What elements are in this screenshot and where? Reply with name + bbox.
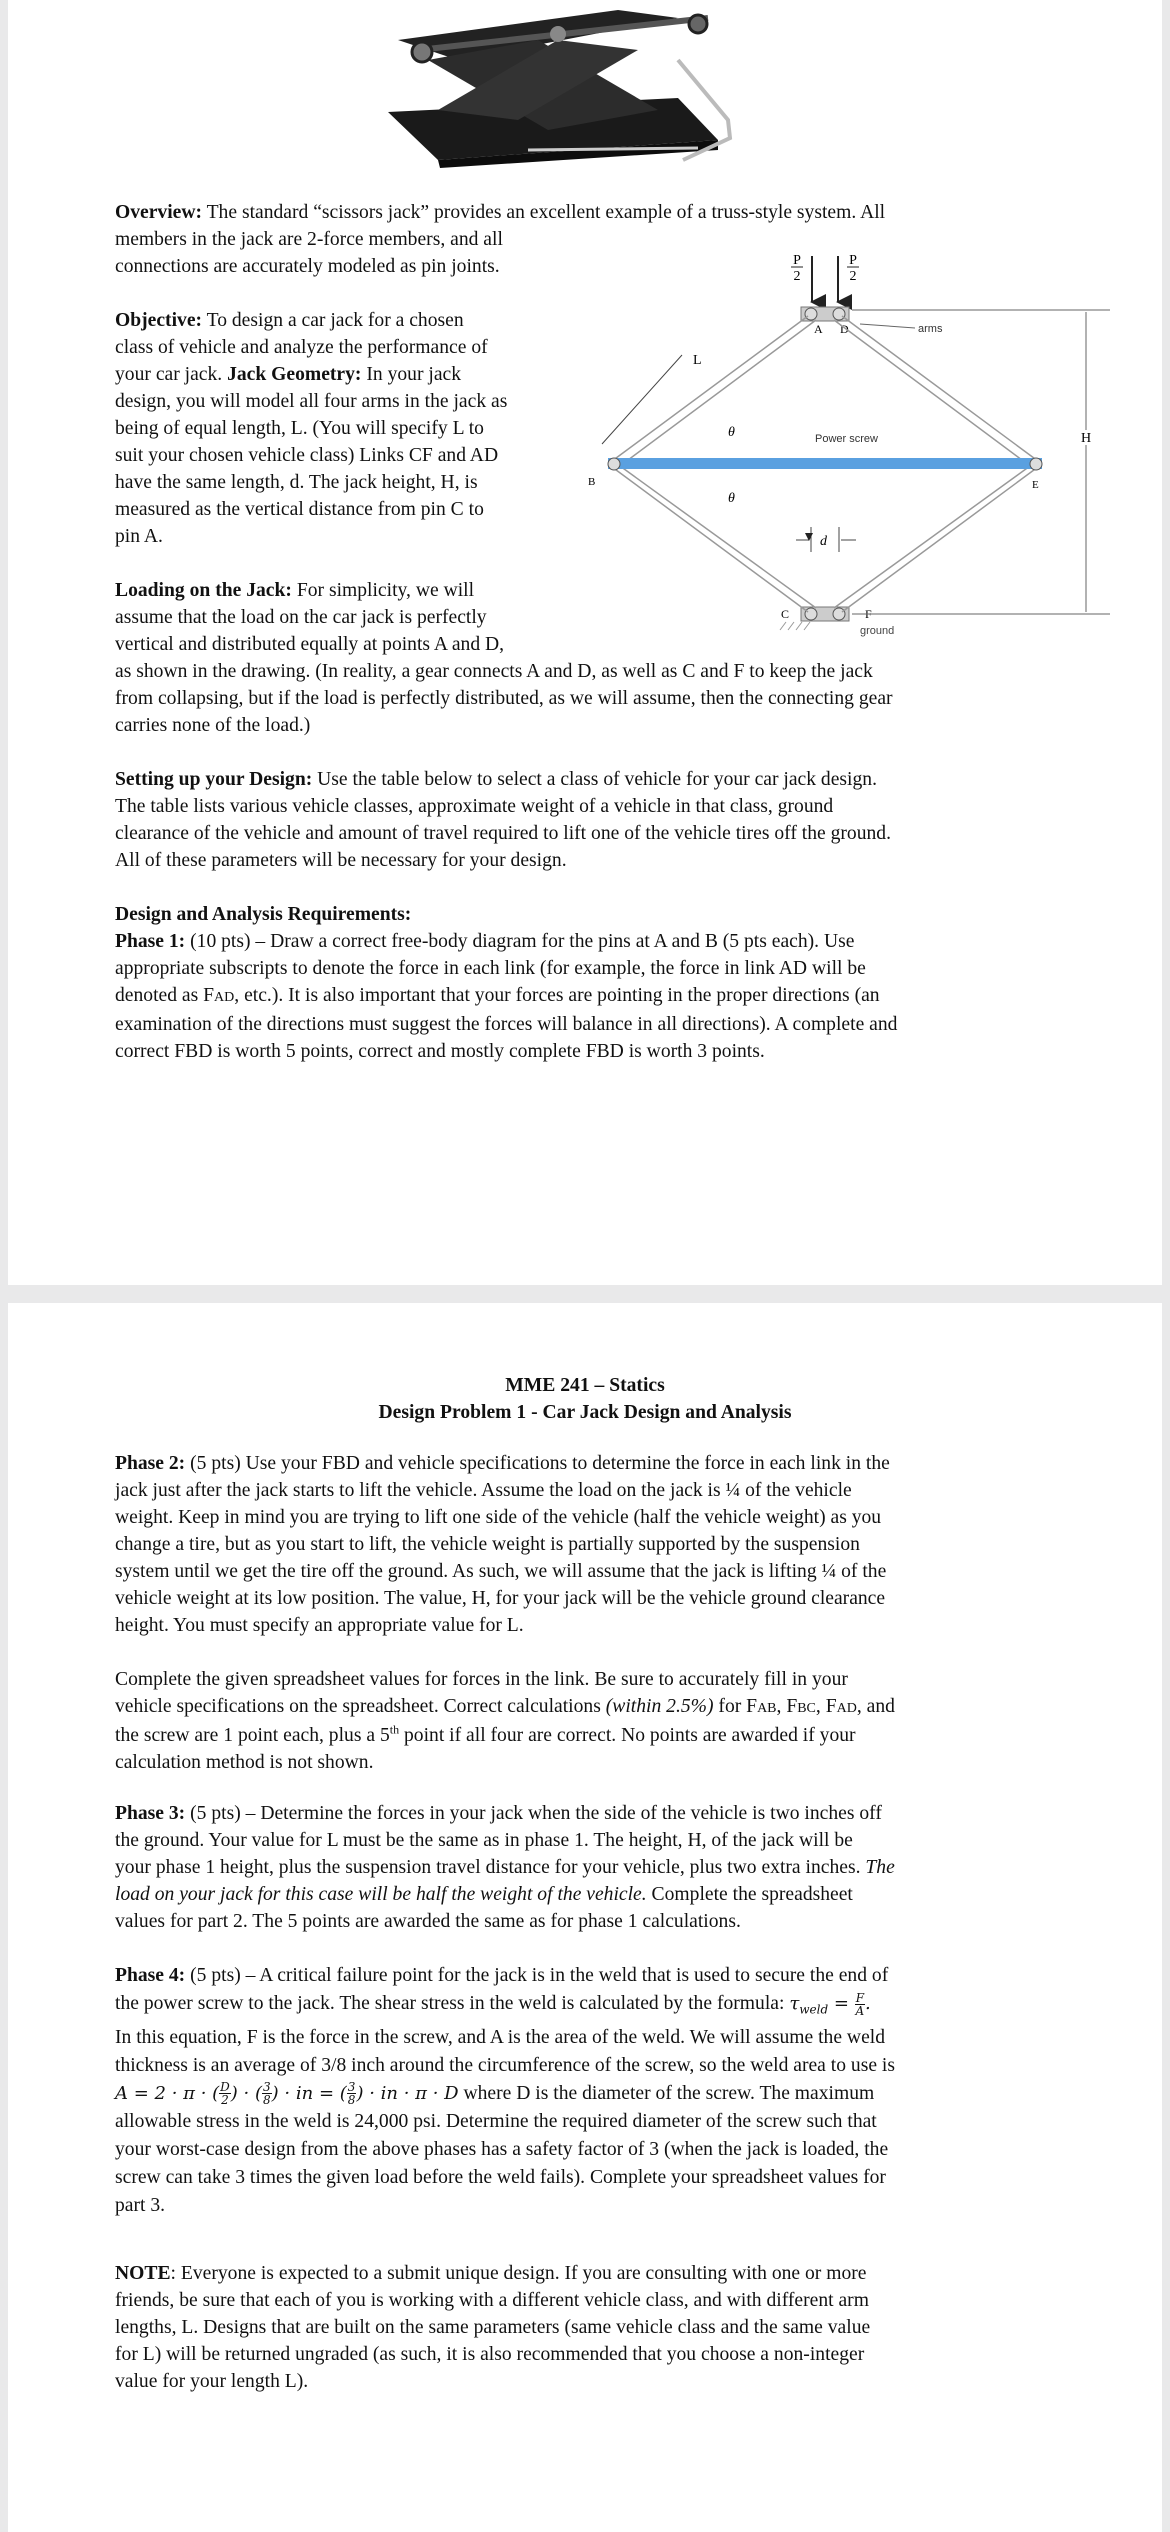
loading-line: assume that the load on the car jack is perfectly bbox=[115, 607, 487, 628]
dot-operator: · bbox=[237, 2082, 255, 2104]
phase4-line: In this equation, F is the force in the screw, and A is the area of the weld. We will assume the weld bbox=[115, 2026, 886, 2048]
overview-text-1: The standard “scissors jack” provides an excellent example of a truss-style system. All bbox=[202, 202, 886, 223]
phase2-line: weight. Keep in mind you are trying to lift one side of the vehicle (half the vehicle weight) as you bbox=[115, 1507, 882, 1528]
course-title: MME 241 – Statics bbox=[505, 1375, 665, 1396]
pin-b-label: B bbox=[588, 476, 596, 488]
load-label-left-den: 2 bbox=[793, 269, 801, 284]
tau-symbol: τ bbox=[789, 1993, 800, 2014]
load-label-left-num: P bbox=[793, 253, 801, 268]
document-page-1 bbox=[8, 0, 1162, 1285]
area-expression: A = 2 · π · bbox=[115, 2082, 213, 2104]
problem-title: Design Problem 1 - Car Jack Design and Analysis bbox=[378, 1402, 792, 1423]
pin-a-label: A bbox=[814, 322, 823, 336]
phase3-line: (5 pts) – Determine the forces in your jack when the side of the vehicle is two inches off bbox=[185, 1803, 882, 1824]
setup-line: clearance of the vehicle and amount of travel required to lift one of the vehicle tires off the ground. bbox=[115, 823, 892, 844]
dot-operator: · bbox=[278, 2082, 296, 2104]
objective-heading: Objective: bbox=[115, 310, 203, 331]
three-eighths-fraction bbox=[262, 2081, 272, 2106]
phase3-paragraph bbox=[115, 1800, 895, 1935]
spreadsheet-paragraph bbox=[115, 1666, 895, 1776]
phase1-line: denoted as F bbox=[115, 985, 215, 1006]
force-letter: F bbox=[786, 1696, 798, 1717]
height-label: H bbox=[1081, 431, 1092, 446]
fraction-numerator: 3 bbox=[263, 2080, 271, 2095]
jack-geometry-line: suit your chosen vehicle class) Links CF and AD bbox=[115, 445, 499, 466]
phase2-line: change a tire, but as you start to lift, the vehicle weight is partially supported by the suspension bbox=[115, 1534, 860, 1555]
pin-d-label: D bbox=[840, 322, 849, 336]
jack-geometry-line: have the same length, d. The jack height, H, is bbox=[115, 472, 478, 493]
length-label: L bbox=[693, 353, 702, 368]
phase2-line: vehicle weight at its low position. The value, H, for your jack will be the vehicle ground clearance bbox=[115, 1588, 886, 1609]
f-over-a-fraction bbox=[855, 1992, 865, 2017]
jack-geometry-line: pin A. bbox=[115, 526, 163, 547]
spreadsheet-line: point if all four are correct. No points are awarded if your bbox=[399, 1725, 856, 1746]
phase4-line: where D is the diameter of the screw. The maximum bbox=[458, 2082, 875, 2104]
phase2-line: height. You must specify an appropriate value for L. bbox=[115, 1615, 524, 1636]
objective-line: To design a car jack for a chosen bbox=[202, 310, 464, 331]
phase4-line: (5 pts) – A critical failure point for the jack is in the weld that is used to secure the end of bbox=[185, 1965, 889, 1986]
phase4-line: your worst-case design from the above phases has a safety factor of 3 (when the jack is loaded, the bbox=[115, 2138, 889, 2160]
pin-f-label: F bbox=[865, 607, 872, 621]
shear-stress-formula bbox=[789, 1990, 871, 2018]
three-eighths-fraction bbox=[347, 2081, 357, 2106]
objective-paragraph bbox=[115, 307, 507, 550]
ordinal-suffix: th bbox=[389, 1722, 400, 1737]
fraction-numerator: 3 bbox=[347, 2080, 356, 2095]
pin-e-label: E bbox=[1032, 479, 1039, 491]
ground-label: ground bbox=[860, 625, 895, 637]
fraction-numerator: F bbox=[855, 1990, 865, 2005]
theta-upper-label: θ bbox=[728, 425, 735, 440]
phase2-heading: Phase 2: bbox=[115, 1453, 186, 1474]
subscript-ad: AD bbox=[214, 990, 235, 1005]
jack-geometry-line: measured as the vertical distance from pin C to bbox=[115, 499, 484, 520]
loading-line: as shown in the drawing. (In reality, a gear connects A and D, as well as C and F to keep the jack bbox=[115, 661, 873, 682]
jack-geometry-line: being of equal length, L. (You will specify L to bbox=[115, 418, 484, 439]
phase4-heading: Phase 4: bbox=[115, 1965, 186, 1986]
phase4-paragraph bbox=[115, 1962, 895, 2220]
setup-paragraph bbox=[115, 766, 891, 874]
note-line: friends, be sure that each of you is working with a different vehicle class, and with different arm bbox=[115, 2290, 869, 2311]
equals-sign: = bbox=[313, 2082, 340, 2104]
theta-lower-label: θ bbox=[728, 491, 735, 506]
weld-area-formula bbox=[115, 2080, 459, 2108]
jack-geometry-heading: Jack Geometry: bbox=[227, 364, 362, 385]
phase3-italic: load on your jack for this case will be half the weight of the vehicle. bbox=[115, 1884, 647, 1905]
subscript-ab: AB bbox=[757, 1701, 777, 1716]
spreadsheet-line: vehicle specifications on the spreadsheet. Correct calculations bbox=[115, 1696, 606, 1717]
fraction-numerator: D bbox=[220, 2080, 230, 2095]
phase4-line: the power screw to the jack. The shear stress in the weld is calculated by the formula: bbox=[115, 1993, 790, 2014]
phase2-line: (5 pts) Use your FBD and vehicle specifications to determine the force in each link in the bbox=[185, 1453, 890, 1474]
subscript-ad: AD bbox=[836, 1701, 857, 1716]
paren: ) bbox=[271, 2082, 279, 2104]
separator: , and bbox=[856, 1696, 895, 1717]
note-heading: NOTE bbox=[115, 2263, 171, 2284]
arms-label: arms bbox=[918, 323, 943, 335]
phase1-line: examination of the directions must suggest the forces will balance in all directions). A complete and bbox=[115, 1014, 898, 1035]
load-label-right-num: P bbox=[849, 253, 857, 268]
jack-schematic-diagram bbox=[590, 252, 1110, 652]
loading-line: carries none of the load.) bbox=[115, 715, 311, 736]
loading-heading: Loading on the Jack: bbox=[115, 580, 292, 601]
paren: ( bbox=[339, 2082, 347, 2104]
phase2-paragraph bbox=[115, 1450, 890, 1639]
phase3-heading: Phase 3: bbox=[115, 1803, 186, 1824]
pin-c-label: C bbox=[781, 607, 790, 621]
subscript-bc: BC bbox=[797, 1701, 816, 1716]
overview-heading: Overview: bbox=[115, 202, 203, 223]
loading-line: For simplicity, we will bbox=[291, 580, 475, 601]
phase1-line: (10 pts) – Draw a correct free-body diagram for the pins at A and B (5 pts each). Use bbox=[185, 931, 855, 952]
phase2-line: jack just after the jack starts to lift the vehicle. Assume the load on the jack is ¼ of the vehicle bbox=[115, 1480, 852, 1501]
spreadsheet-line: calculation method is not shown. bbox=[115, 1752, 374, 1773]
paren: ( bbox=[212, 2082, 220, 2104]
phase4-line: allowable stress in the weld is 24,000 psi. Determine the required diameter of the screw such that bbox=[115, 2110, 877, 2132]
note-line: : Everyone is expected to a submit unique design. If you are consulting with one or more bbox=[170, 2263, 867, 2284]
power-screw-label: Power screw bbox=[815, 433, 878, 445]
equals-sign: = bbox=[828, 1993, 855, 2014]
document-title bbox=[8, 1372, 1162, 1426]
phase4-line: part 3. bbox=[115, 2194, 166, 2216]
force-letter: F bbox=[825, 1696, 837, 1717]
phase3-line: your phase 1 height, plus the suspension travel distance for your vehicle, plus two extra inches. bbox=[115, 1857, 866, 1878]
objective-line: your car jack. bbox=[115, 364, 228, 385]
note-line: lengths, L. Designs that are built on the same parameters (same vehicle class and the same value bbox=[115, 2317, 871, 2338]
pi-d-term: · in · π · D bbox=[363, 2082, 459, 2104]
phase1-heading: Phase 1: bbox=[115, 931, 186, 952]
document-page-2 bbox=[8, 1303, 1162, 2532]
separator: , bbox=[815, 1696, 826, 1717]
phase1-line: , etc.). It is also important that your forces are pointing in the proper directions (an bbox=[234, 985, 880, 1006]
fraction-denominator: A bbox=[855, 2003, 865, 2018]
overview-text-3: connections are accurately modeled as pin joints. bbox=[115, 256, 500, 277]
requirements-heading: Design and Analysis Requirements: bbox=[115, 904, 412, 925]
phase4-line: thickness is an average of 3/8 inch around the circumference of the screw, so the weld area to use is bbox=[115, 2054, 895, 2076]
jack-geometry-line: design, you will model all four arms in the jack as bbox=[115, 391, 508, 412]
phase1-line: appropriate subscripts to denote the force in each link (for example, the force in link AD will be bbox=[115, 958, 866, 979]
car-jack-photo bbox=[378, 0, 738, 168]
loading-line: vertical and distributed equally at points A and D, bbox=[115, 634, 505, 655]
phase3-line: Complete the spreadsheet bbox=[646, 1884, 853, 1905]
note-paragraph bbox=[115, 2260, 870, 2395]
period: . bbox=[865, 1993, 871, 2014]
paren: ) bbox=[356, 2082, 364, 2104]
requirements-paragraph bbox=[115, 901, 897, 1065]
spreadsheet-line: the screw are 1 point each, plus a 5 bbox=[115, 1725, 390, 1746]
phase4-line: screw can take 3 times the given load before the weld fails). Complete your spreadsheet values for bbox=[115, 2166, 886, 2188]
fraction-denominator: 8 bbox=[347, 2093, 356, 2108]
setup-line: Use the table below to select a class of vehicle for your car jack design. bbox=[312, 769, 877, 790]
phase2-line: system until we get the tire off the ground. As such, we will assume that the jack is lifting ¼ of the bbox=[115, 1561, 887, 1582]
setup-line: The table lists various vehicle classes, approximate weight of a vehicle in that class, ground bbox=[115, 796, 834, 817]
separator: , bbox=[776, 1696, 787, 1717]
fraction-denominator: 2 bbox=[221, 2093, 229, 2108]
overview-text-2: members in the jack are 2-force members, and all bbox=[115, 229, 503, 250]
note-line: value for your length L). bbox=[115, 2371, 309, 2392]
load-label-right-den: 2 bbox=[849, 269, 857, 284]
loading-line: from collapsing, but if the load is perfectly distributed, as we will assume, then the connecting gear bbox=[115, 688, 893, 709]
setup-heading: Setting up your Design: bbox=[115, 769, 313, 790]
weld-subscript: weld bbox=[799, 2002, 829, 2017]
phase3-line: the ground. Your value for L must be the same as in phase 1. The height, H, of the jack will be bbox=[115, 1830, 853, 1851]
paren: ( bbox=[255, 2082, 263, 2104]
phase1-line: correct FBD is worth 5 points, correct and mostly complete FBD is worth 3 points. bbox=[115, 1041, 765, 1062]
note-line: for L) will be returned ungraded (as such, it is also recommended that you choose a non-integer bbox=[115, 2344, 865, 2365]
power-screw bbox=[608, 458, 1042, 469]
setup-line: All of these parameters will be necessary for your design. bbox=[115, 850, 567, 871]
paren: ) bbox=[230, 2082, 238, 2104]
inch-unit: in bbox=[295, 2082, 314, 2104]
fraction-denominator: 8 bbox=[263, 2093, 271, 2108]
phase3-italic: The bbox=[865, 1857, 895, 1878]
objective-line: class of vehicle and analyze the performance of bbox=[115, 337, 488, 358]
link-length-label: d bbox=[820, 534, 827, 549]
spreadsheet-line: Complete the given spreadsheet values for forces in the link. Be sure to accurately fill in your bbox=[115, 1669, 848, 1690]
jack-geometry-line: In your jack bbox=[361, 364, 462, 385]
spreadsheet-line: for F bbox=[713, 1696, 758, 1717]
tolerance-text: (within 2.5%) bbox=[605, 1696, 714, 1717]
phase3-line: values for part 2. The 5 points are awarded the same as for phase 1 calculations. bbox=[115, 1911, 741, 1932]
d-over-2-fraction bbox=[219, 2081, 231, 2106]
